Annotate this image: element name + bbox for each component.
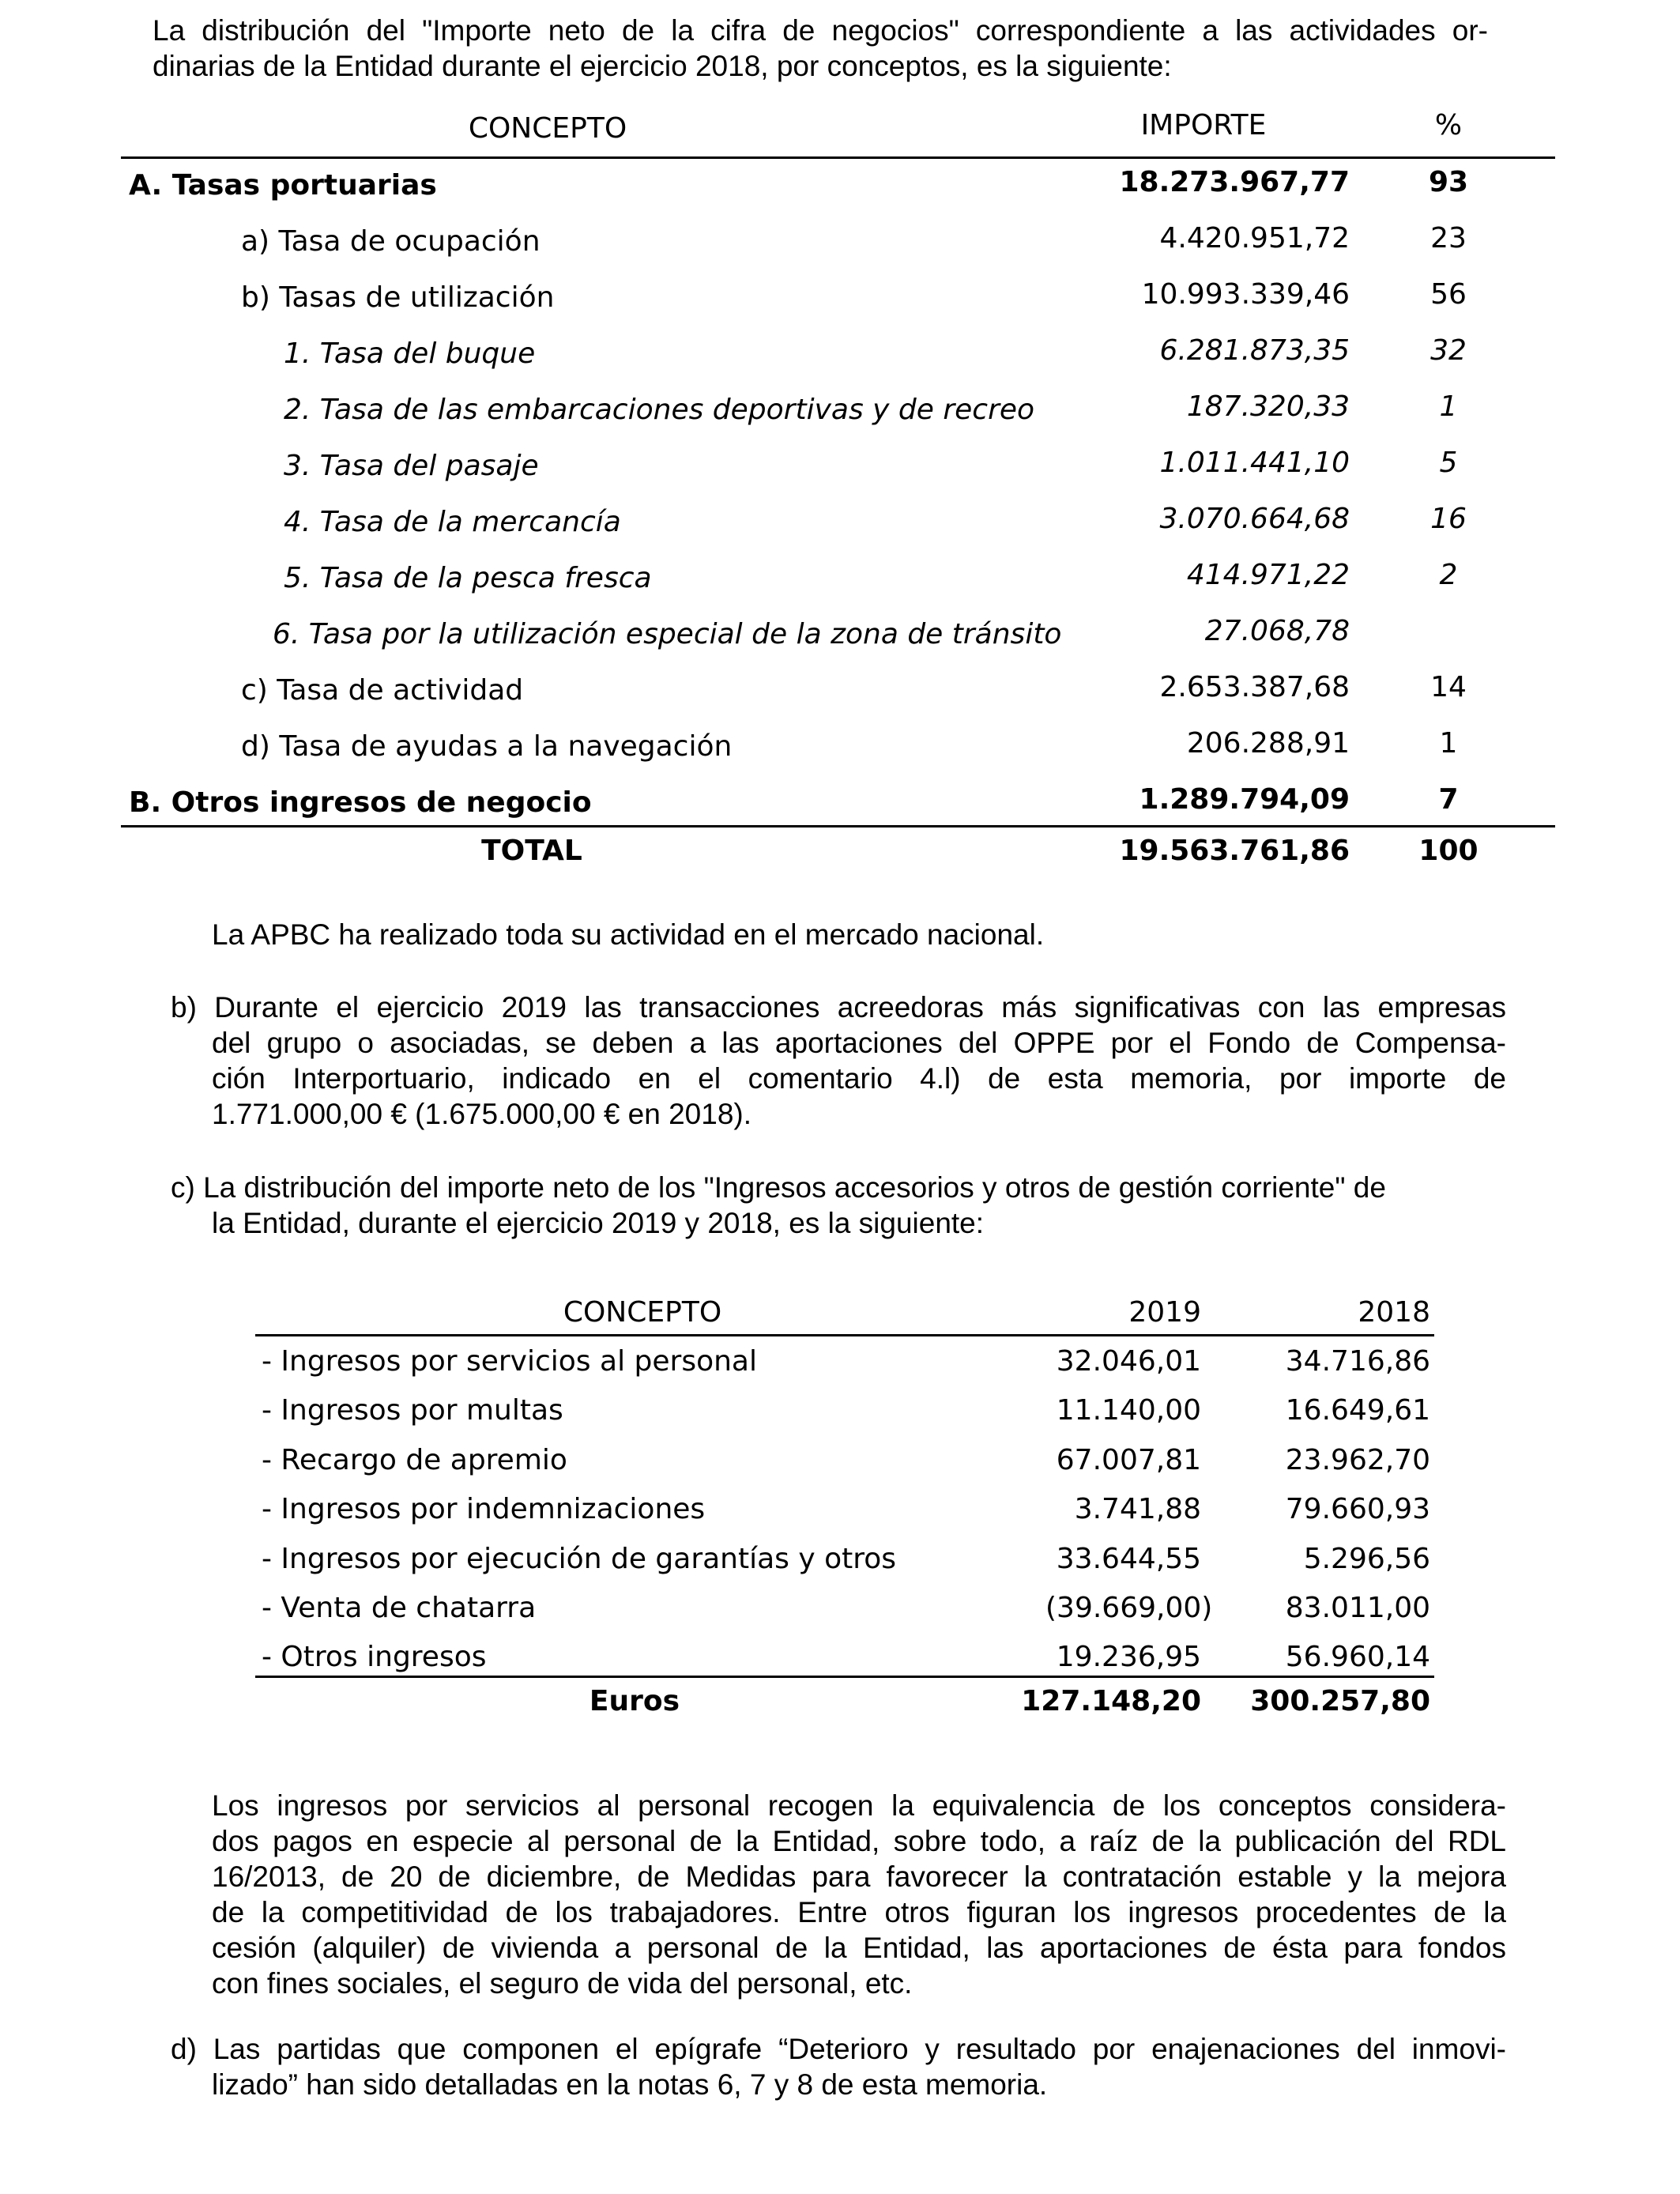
table2-total-row (255, 1685, 1434, 1725)
table1-row-concept: c) Tasa de actividad (241, 674, 524, 707)
paragraph-d (171, 2031, 1506, 2102)
personal-services-line: Los ingresos por servicios al personal recogen la equivalencia de los conceptos considera- (212, 1789, 1506, 1822)
table1-row (121, 278, 1555, 326)
table2-row-concept: - Recargo de apremio (262, 1443, 567, 1476)
paragraph-b-line: ción Interportuario, indicado en el comentario 4.l) de esta memoria, por importe de (212, 1062, 1506, 1095)
table1-row (121, 222, 1555, 270)
table1-row-pct: 16 (1430, 503, 1467, 535)
paragraph-b-line: 1.771.000,00 € (1.675.000,00 € en 2018). (212, 1098, 752, 1130)
table2-row (255, 1538, 1434, 1582)
personal-services-line: cesión (alquiler) de vivienda a personal de la Entidad, las aportaciones de ésta para fondos (212, 1932, 1506, 1964)
table2-row (255, 1488, 1434, 1532)
table2-total-2018: 300.257,80 (1250, 1685, 1430, 1717)
table1-header-amount: IMPORTE (1140, 109, 1267, 141)
table2-row (255, 1340, 1434, 1385)
table1-row (121, 334, 1555, 382)
table2-row-2019: 32.046,01 (1056, 1345, 1201, 1378)
ancillary-income-table (255, 1293, 1434, 1736)
personal-services-line: dos pagos en especie al personal de la Entidad, sobre todo, a raíz de la publicación del RDL (212, 1825, 1506, 1857)
table1-row-concept: 4. Tasa de la mercancía (284, 506, 621, 538)
table2-row-concept: - Otros ingresos (262, 1641, 487, 1674)
table1-row-concept: A. Tasas portuarias (129, 169, 437, 202)
table1-row (121, 390, 1555, 438)
table1-row-pct: 14 (1430, 671, 1467, 703)
paragraph-b (171, 990, 1506, 1132)
table1-row (121, 615, 1555, 662)
personal-services-line: 16/2013, de 20 de diciembre, de Medidas para favorecer la contratación estable y la mejora (212, 1860, 1506, 1893)
table1-row-amount: 18.273.967,77 (1119, 166, 1350, 198)
table2-row-2018: 83.011,00 (1285, 1592, 1430, 1624)
table1-total-amount: 19.563.761,86 (1119, 835, 1350, 867)
table2-row-2019: 67.007,81 (1056, 1443, 1201, 1476)
intro-line: La distribución del "Importe neto de la cifra de negocios" correspondiente a las actividades or- (153, 14, 1488, 47)
table1-row (121, 447, 1555, 494)
table1-row-concept: 6. Tasa por la utilización especial de la zona de tránsito (273, 618, 1062, 650)
table1-row-pct: 56 (1430, 278, 1467, 311)
table2-row-concept: - Ingresos por indemnizaciones (262, 1493, 706, 1526)
table1-row-amount: 3.070.664,68 (1159, 503, 1350, 535)
table2-total-2019: 127.148,20 (1021, 1685, 1201, 1717)
table1-row-pct: 2 (1439, 559, 1458, 591)
table1-row-amount: 414.971,22 (1186, 559, 1350, 591)
table1-row-amount: 27.068,78 (1204, 615, 1350, 647)
table1-row-concept: 3. Tasa del pasaje (284, 450, 539, 482)
table1-row-pct: 23 (1430, 222, 1467, 254)
table1-row-pct: 7 (1438, 783, 1459, 816)
table1-row-concept: B. Otros ingresos de negocio (129, 786, 592, 819)
table2-row-concept: - Ingresos por ejecución de garantías y otros (262, 1542, 897, 1575)
table1-total-row (121, 835, 1555, 874)
table1-row-concept: 1. Tasa del buque (284, 337, 536, 370)
table2-header-concept: CONCEPTO (563, 1296, 722, 1329)
table1-row (121, 559, 1555, 606)
table2-row (255, 1439, 1434, 1483)
table2-row-2018: 34.716,86 (1285, 1345, 1430, 1378)
table2-row-concept: - Ingresos por servicios al personal (262, 1345, 757, 1378)
table2-row-2019: (39.669,00) (1045, 1592, 1213, 1624)
table2-row-2018: 16.649,61 (1285, 1394, 1430, 1427)
table2-header-2019: 2019 (1128, 1296, 1201, 1329)
table1-row (121, 503, 1555, 550)
table2-row-concept: - Venta de chatarra (262, 1592, 537, 1624)
table1-row (121, 783, 1555, 831)
table1-row (121, 727, 1555, 775)
table1-row-pct: 5 (1439, 447, 1458, 479)
table1-row-pct: 32 (1430, 334, 1467, 367)
paragraph-d-line: d) Las partidas que componen el epígrafe “Deterioro y resultado por enajenaciones del inmovi- (171, 2033, 1506, 2065)
paragraph-b-line: del grupo o asociadas, se deben a las aportaciones del OPPE por el Fondo de Compensa- (212, 1027, 1506, 1059)
table2-row-concept: - Ingresos por multas (262, 1394, 563, 1427)
table2-row-2018: 5.296,56 (1303, 1542, 1430, 1575)
table1-row-concept: 5. Tasa de la pesca fresca (284, 562, 652, 594)
table1-row (121, 671, 1555, 718)
business-turnover-table (121, 103, 1555, 869)
table2-row (255, 1636, 1434, 1680)
paragraph-c-line: la Entidad, durante el ejercicio 2019 y 2018, es la siguiente: (212, 1207, 985, 1239)
table1-row-amount: 187.320,33 (1186, 390, 1350, 423)
table1-header-concept: CONCEPTO (468, 112, 627, 145)
paragraph-c (171, 1170, 1506, 1241)
table2-row-2019: 3.741,88 (1074, 1493, 1201, 1526)
table1-row-pct: 1 (1439, 727, 1458, 760)
table1-row-concept: a) Tasa de ocupación (241, 225, 541, 258)
table2-row-2019: 33.644,55 (1056, 1542, 1201, 1575)
table2-row (255, 1587, 1434, 1631)
personal-services-line: de la competitividad de los trabajadores. Entre otros figuran los ingresos procedentes de la (212, 1896, 1506, 1928)
table2-row-2018: 56.960,14 (1285, 1641, 1430, 1674)
table2-bottom-rule (255, 1676, 1434, 1678)
apbc-market-note: La APBC ha realizado toda su actividad en el mercado nacional. (212, 918, 1045, 951)
table1-header-pct: % (1434, 109, 1463, 141)
table1-row-amount: 2.653.387,68 (1159, 671, 1350, 703)
table2-header-2018: 2018 (1358, 1296, 1430, 1329)
table1-total-pct: 100 (1418, 835, 1478, 867)
paragraph-c-line: c) La distribución del importe neto de los "Ingresos accesorios y otros de gestión corriente" de (171, 1171, 1386, 1204)
table1-row-amount: 10.993.339,46 (1141, 278, 1350, 311)
table1-row-concept: d) Tasa de ayudas a la navegación (241, 730, 733, 763)
table2-row-2019: 19.236,95 (1056, 1641, 1201, 1674)
table1-row-amount: 4.420.951,72 (1159, 222, 1350, 254)
paragraph-d-line: lizado” han sido detalladas en la notas 6, 7 y 8 de esta memoria. (212, 2068, 1048, 2101)
table1-row-pct: 93 (1428, 166, 1469, 198)
table2-total-label: Euros (589, 1685, 680, 1717)
table1-body (121, 103, 1555, 869)
table1-row (121, 166, 1555, 213)
table1-row-amount: 206.288,91 (1186, 727, 1350, 760)
table1-row-pct: 1 (1439, 390, 1458, 423)
table1-total-label: TOTAL (481, 835, 582, 867)
intro-paragraph (153, 13, 1488, 84)
table1-row-amount: 6.281.873,35 (1159, 334, 1350, 367)
table1-bottom-rule (121, 825, 1555, 827)
table2-row (255, 1389, 1434, 1434)
table2-row-2019: 11.140,00 (1056, 1394, 1201, 1427)
table1-row-concept: b) Tasas de utilización (241, 281, 555, 314)
table2-row-2018: 79.660,93 (1285, 1493, 1430, 1526)
table1-row-amount: 1.289.794,09 (1139, 783, 1350, 816)
personal-services-line: con fines sociales, el seguro de vida del personal, etc. (212, 1967, 913, 2000)
table2-body (255, 1293, 1434, 1736)
table1-row-concept: 2. Tasa de las embarcaciones deportivas y de recreo (284, 394, 1035, 426)
personal-services-paragraph (212, 1788, 1506, 2001)
table1-row-amount: 1.011.441,10 (1159, 447, 1350, 479)
intro-line: dinarias de la Entidad durante el ejercicio 2018, por conceptos, es la siguiente: (153, 50, 1172, 82)
table2-row-2018: 23.962,70 (1285, 1443, 1430, 1476)
paragraph-b-line: b) Durante el ejercicio 2019 las transacciones acreedoras más significativas con las empresas (171, 991, 1506, 1023)
